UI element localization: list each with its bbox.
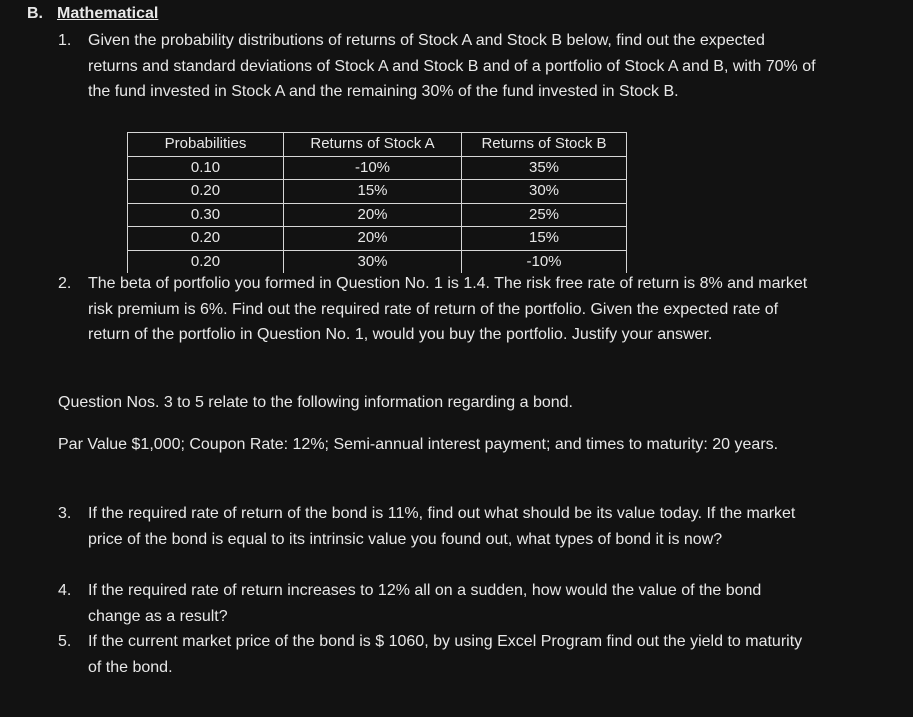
- cell-return-a: 20%: [284, 227, 462, 251]
- question-5-text: If the current market price of the bond is $ 1060, by using Excel Program find out the yield to maturity of the bond.: [88, 633, 803, 676]
- table-row: [128, 180, 627, 204]
- cell-probability: 0.10: [128, 156, 284, 180]
- question-1-number: 1.: [58, 32, 72, 49]
- header-probabilities: Probabilities: [128, 133, 284, 157]
- table-row: [128, 227, 627, 251]
- cell-probability: 0.20: [128, 250, 284, 273]
- question-4-number: 4.: [58, 582, 72, 599]
- bond-information: Par Value $1,000; Coupon Rate: 12%; Semi-annual interest payment; and times to maturity: 20 years.: [58, 436, 779, 453]
- question-5: [58, 629, 818, 680]
- question-3: [58, 501, 818, 552]
- cell-probability: 0.20: [128, 180, 284, 204]
- question-4: [58, 578, 818, 629]
- question-2-number: 2.: [58, 275, 72, 292]
- question-1-text: Given the probability distributions of returns of Stock A and Stock B below, find out the expected returns and standard deviations of Stock A and Stock B and of a portfolio of Stock A and B, with 70% of the fund invested in Stock A and the remaining 30% of the fund invested in Stock B.: [88, 32, 816, 100]
- question-2: [58, 271, 818, 348]
- table-header-row: [128, 133, 627, 157]
- cell-return-a: 15%: [284, 180, 462, 204]
- section-title: Mathematical: [57, 5, 159, 22]
- cell-return-a: -10%: [284, 156, 462, 180]
- cell-return-a: 30%: [284, 250, 462, 273]
- question-3-text: If the required rate of return of the bond is 11%, find out what should be its value today. If the market price of the bond is equal to its intrinsic value you found out, what types of bond it is now?: [88, 505, 796, 548]
- table-row: [128, 156, 627, 180]
- question-4-text: If the required rate of return increases to 12% all on a sudden, how would the value of the bond change as a result?: [88, 582, 762, 625]
- section-heading: [27, 5, 158, 23]
- cell-return-a: 20%: [284, 203, 462, 227]
- section-letter: B.: [27, 5, 43, 22]
- question-1: [58, 28, 818, 105]
- cell-probability: 0.30: [128, 203, 284, 227]
- cell-return-b: 15%: [462, 227, 627, 251]
- cell-return-b: 25%: [462, 203, 627, 227]
- probability-table: [127, 132, 627, 273]
- header-returns-stock-a: Returns of Stock A: [284, 133, 462, 157]
- header-returns-stock-b: Returns of Stock B: [462, 133, 627, 157]
- question-2-text: The beta of portfolio you formed in Question No. 1 is 1.4. The risk free rate of return is 8% and market risk premium is 6%. Find out the required rate of return of the portfolio. Given the expected rate of return of the portfolio in Question No. 1, would you buy the portfolio. Justify your answer.: [88, 275, 808, 343]
- table-row: [128, 203, 627, 227]
- bond-questions-intro: Question Nos. 3 to 5 relate to the following information regarding a bond.: [58, 394, 573, 411]
- cell-return-b: 35%: [462, 156, 627, 180]
- question-5-number: 5.: [58, 633, 72, 650]
- question-3-number: 3.: [58, 505, 72, 522]
- cell-return-b: -10%: [462, 250, 627, 273]
- cell-probability: 0.20: [128, 227, 284, 251]
- cell-return-b: 30%: [462, 180, 627, 204]
- table-row: [128, 250, 627, 273]
